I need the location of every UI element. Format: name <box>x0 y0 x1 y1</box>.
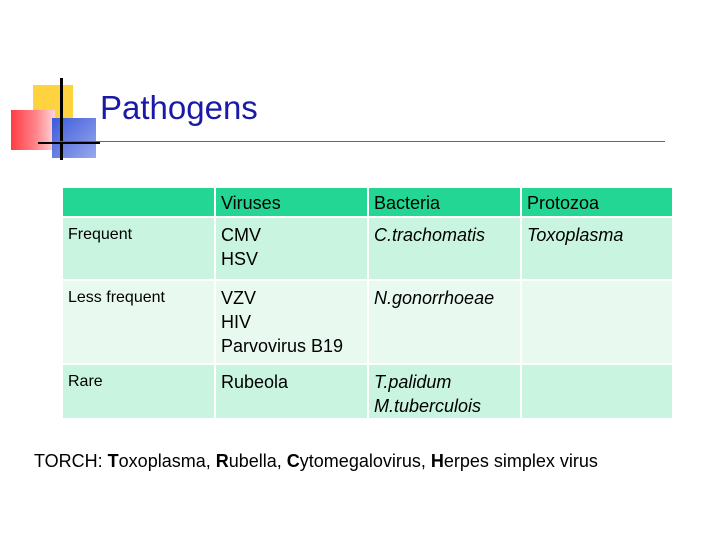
cell-protozoa <box>521 280 673 364</box>
bacteria-item: M.tuberculois <box>374 396 482 416</box>
header-viruses: Viruses <box>215 187 368 217</box>
bacteria-item: N.gonorrhoeae <box>374 288 495 308</box>
row-label-rare: Rare <box>62 364 215 419</box>
protozoa-item: Toxoplasma <box>527 225 624 245</box>
header-blank <box>62 187 215 217</box>
bacteria-item: C.trachomatis <box>374 225 486 245</box>
title-underline <box>60 141 665 142</box>
torch-initial: H <box>430 451 444 471</box>
torch-term: ytomegalovirus <box>299 451 421 471</box>
virus-item: VZV <box>221 288 257 308</box>
decor-vertical-line <box>60 78 63 160</box>
slide-title: Pathogens <box>100 89 258 126</box>
cell-bacteria <box>368 364 521 419</box>
virus-item: HIV <box>221 312 252 332</box>
torch-term: erpes simplex virus <box>443 451 598 471</box>
cell-protozoa <box>521 217 673 280</box>
virus-item: Parvovirus B19 <box>221 336 344 356</box>
decor-square-blue <box>52 118 96 158</box>
pathogen-table <box>61 186 674 420</box>
virus-item: Rubeola <box>221 372 289 392</box>
torch-initial: C <box>286 451 300 471</box>
table-header-row <box>62 187 673 217</box>
cell-bacteria <box>368 280 521 364</box>
header-bacteria: Bacteria <box>368 187 521 217</box>
virus-item: CMV <box>221 225 261 245</box>
footnote-separator: , <box>420 451 431 471</box>
torch-initial: R <box>215 451 229 471</box>
torch-footnote <box>34 451 598 472</box>
torch-term: ubella <box>228 451 277 471</box>
cell-protozoa <box>521 364 673 419</box>
header-protozoa: Protozoa <box>521 187 673 217</box>
footnote-separator: , <box>276 451 287 471</box>
cell-viruses <box>215 364 368 419</box>
bacteria-item: T.palidum <box>374 372 452 392</box>
cell-viruses <box>215 280 368 364</box>
decor-square-red <box>11 110 55 150</box>
torch-term: oxoplasma <box>118 451 206 471</box>
decor-horizontal-line-short <box>38 142 100 144</box>
cell-viruses <box>215 217 368 280</box>
row-label-less-frequent: Less frequent <box>62 280 215 364</box>
table-row <box>62 364 673 419</box>
virus-item: HSV <box>221 249 259 269</box>
table-row <box>62 217 673 280</box>
row-label-frequent: Frequent <box>62 217 215 280</box>
table-row <box>62 280 673 364</box>
footnote-separator: , <box>205 451 216 471</box>
torch-initial: T <box>107 451 119 471</box>
footnote-prefix: TORCH: <box>34 451 108 471</box>
cell-bacteria <box>368 217 521 280</box>
